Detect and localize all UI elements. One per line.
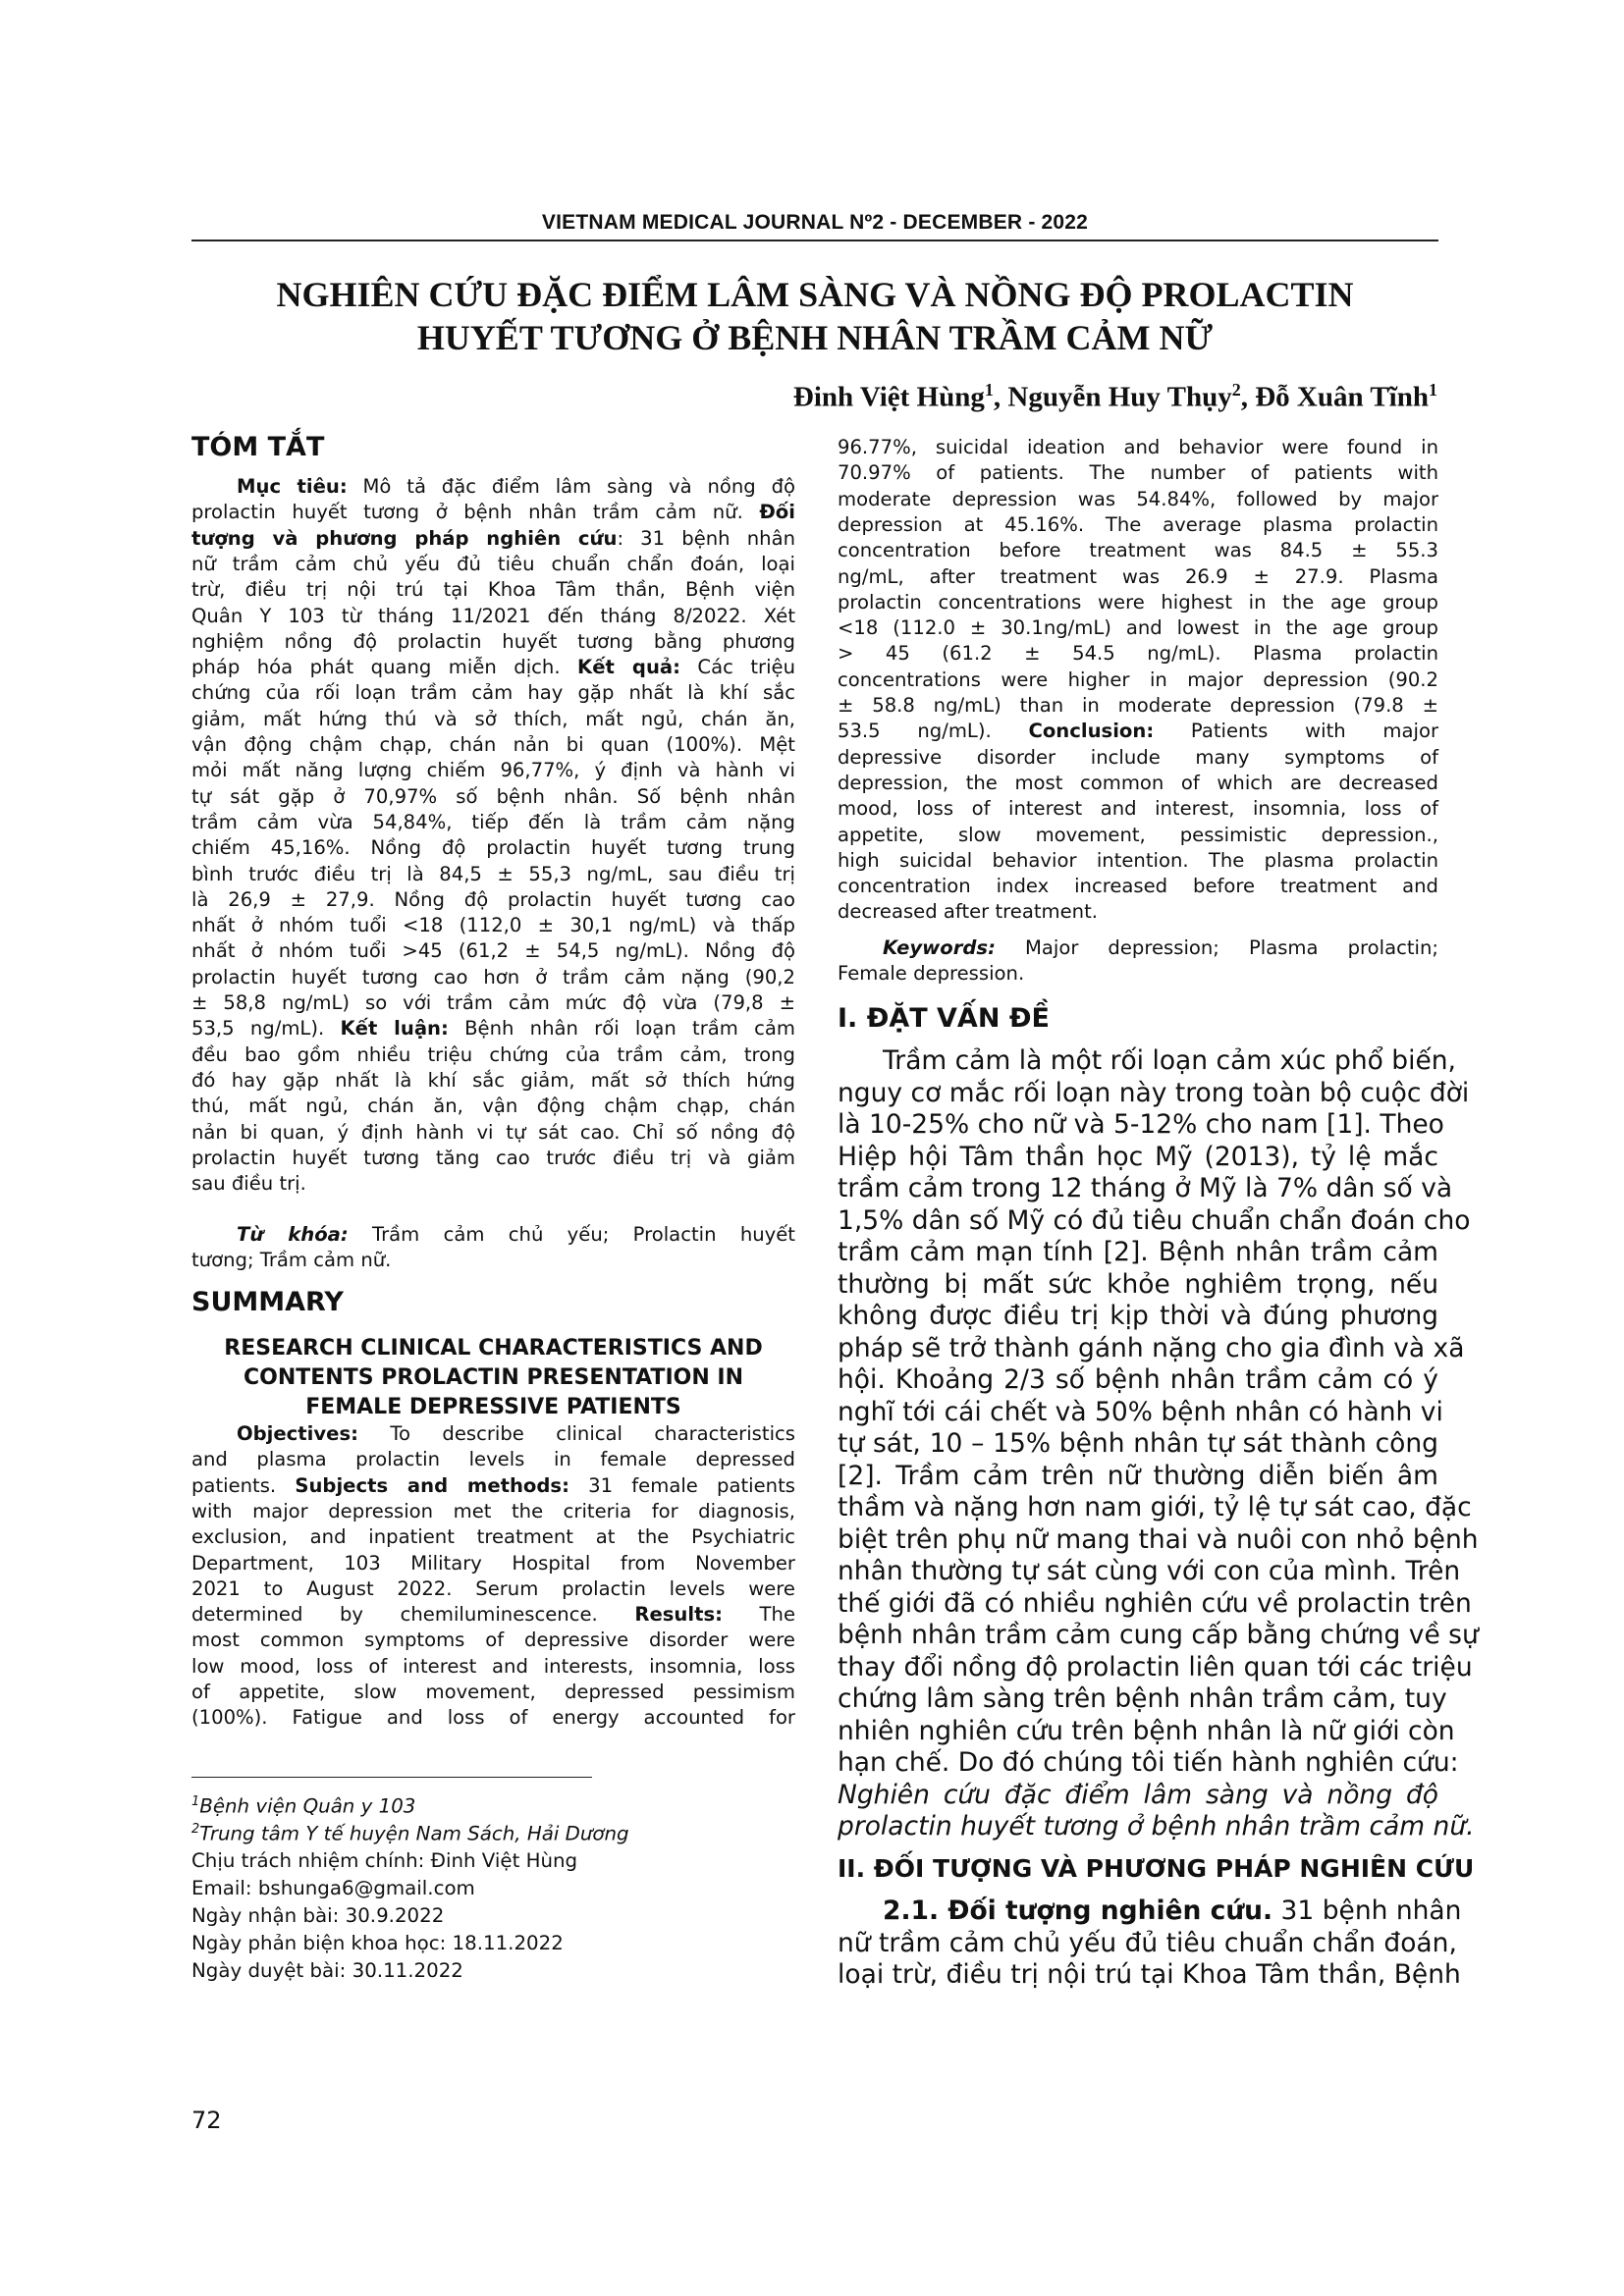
keywords-line [838,935,1438,961]
text-run: : 31 bệnh nhân [617,526,796,550]
text-run: tượng và phương pháp nghiên cứu [191,526,618,550]
text-run: concentration index increased before treatment and [838,875,1438,898]
text-run: thay đổi nồng độ prolactin liên quan tới các triệu [838,1651,1473,1682]
abstract-line [191,965,795,990]
text-run: Subjects and methods: [295,1473,569,1497]
article-title [226,273,1404,359]
summary-line [838,848,1438,874]
text-run: prolactin huyết tương tăng cao trước điều trị và giảm [191,1146,795,1169]
text-run: bệnh nhân trầm cảm cung cấp bằng chứng về sự [838,1620,1479,1650]
text-run: high suicidal behavior intention. The plasma prolactin [838,848,1438,872]
summary-line [191,1576,795,1602]
text-run: nguy cơ mắc rối loạn này trong toàn bộ cuộc đời [838,1077,1470,1108]
abstract-line [191,1171,795,1197]
text-run: Mục tiêu: [237,475,348,498]
text-run: đó hay gặp nhất là khí sắc giảm, mất sở thích hứng [191,1068,795,1092]
running-header: VIETNAM MEDICAL JOURNAL Nº2 - DECEMBER - 2022 [541,211,1089,234]
footnote-text: Email: bshunga6@gmail.com [191,1877,475,1899]
abstract-line [191,938,795,964]
abstract-line [191,835,795,861]
footnote-text: Trung tâm Y tế huyện Nam Sách, Hải Dương [199,1822,629,1845]
text-run: Đối [759,501,795,524]
abstract-line [191,1068,795,1094]
summary-line [838,435,1438,460]
intro-line [838,1141,1438,1172]
text-run: Mô tả đặc điểm lâm sàng và nồng độ [347,475,796,498]
abstract-line [191,913,795,938]
text-run: Female depression. [838,962,1025,986]
summary-title-line: RESEARCH CLINICAL CHARACTERISTICS AND [224,1336,763,1361]
text-run: tương; Trầm cảm nữ. [191,1249,392,1272]
text-run: trừ, điều trị nội trú tại Khoa Tâm thần, Bệnh viện [191,578,795,602]
abstract-line [191,1094,795,1119]
text-run: nhiên nghiên cứu trên bệnh nhân là nữ giới còn [838,1715,1455,1746]
text-run: trầm cảm trong 12 tháng ở Mỹ là 7% dân số và [838,1173,1453,1203]
text-run: nhất ở nhóm tuổi <18 (112,0 ± 30,1 ng/mL) và thấp [191,914,795,937]
footnote-line [191,1849,577,1872]
intro-line [838,1747,1459,1778]
intro-line [838,1364,1438,1395]
methods-heading: II. ĐỐI TƯỢNG VÀ PHƯƠNG PHÁP NGHIÊN CỨU [838,1854,1475,1883]
text-run: đều bao gồm nhiều triệu chứng của trầm cảm, trong [191,1042,795,1066]
summary-line [838,538,1438,563]
text-run: ng/mL, after treatment was 26.9 ± 27.9. Plasma [838,564,1438,588]
abstract-heading: TÓM TẮT [191,432,325,462]
text-run: prolactin huyết tương ở bệnh nhân trầm cảm nữ. [838,1811,1475,1842]
author-list [793,380,1437,414]
abstract-line [191,1016,795,1041]
text-run: 31 bệnh nhân [1272,1896,1462,1926]
text-run: nữ trầm cảm chủ yếu đủ tiêu chuẩn chẩn đoán, [838,1927,1457,1958]
intro-line [838,1045,1456,1076]
text-run: patients. [191,1473,296,1497]
keywords-line [838,961,1438,987]
text-run: nhân thường tự sát cùng với con của mình. Trên [838,1556,1461,1586]
text-run: most common symptoms of depressive disorder were [191,1629,795,1652]
title-line-2: HUYẾT TƯƠNG Ở BỆNH NHÂN TRẦM CẢM NỮ [416,318,1214,357]
text-run: 1,5% dân số Mỹ có đủ tiêu chuẩn chẩn đoán cho [838,1204,1471,1236]
text-run: là 26,9 ± 27,9. Nồng độ prolactin huyết tương cao [191,887,795,911]
abstract-line [191,707,795,732]
summary-line [838,615,1438,641]
affiliation-mark: 2 [1231,380,1241,400]
abstract-line [191,810,795,835]
text-run: thú, mất ngủ, chán ăn, vận động chậm chạp, chán [191,1095,795,1118]
text-run: > 45 (61.2 ± 54.5 ng/mL). Plasma prolactin [838,642,1438,666]
text-run: To describe clinical characteristics [357,1422,795,1445]
text-run: sau điều trị. [191,1172,306,1196]
intro-line [838,1077,1470,1108]
text-run: tự sát, 10 – 15% bệnh nhân tự sát thành công [838,1428,1438,1459]
text-run: determined by chemiluminescence. [191,1603,635,1627]
author-separator: , [993,381,1008,413]
summary-line [191,1447,795,1472]
intro-line [838,1683,1447,1714]
footnote-line [191,1904,444,1927]
abstract-line [191,655,795,680]
text-run: vận động chậm chạp, chán nản bi quan (100%). Mệt [191,733,795,756]
text-run: nản bi quan, ý định hành vi tự sát cao. Chỉ số nồng độ [191,1120,795,1144]
intro-line [838,1492,1472,1522]
footnote-line [191,1932,564,1954]
intro-line [838,1428,1438,1459]
intro-line [838,1268,1438,1300]
text-run: Nghiên cứu đặc điểm lâm sàng và nồng độ [838,1779,1438,1810]
text-run: depression at 45.16%. The average plasma prolactin [838,512,1438,536]
summary-line [838,487,1438,512]
text-run: mood, loss of interest and interest, insomnia, loss of [838,797,1438,821]
text-run: thường bị mất sức khỏe nghiêm trọng, nếu [838,1268,1438,1300]
text-run: depression, the most common of which are decreased [838,771,1438,794]
text-run: mỏi mất năng lượng chiếm 96,77%, ý định và hành vi [191,759,795,782]
text-run: là 10-25% cho nữ và 5-12% cho nam [1]. Theo [838,1109,1444,1140]
summary-title-line: FEMALE DEPRESSIVE PATIENTS [305,1395,681,1419]
intro-line [838,1587,1472,1619]
summary-line [838,641,1438,667]
abstract-line [191,629,795,655]
text-run: Major depression; Plasma prolactin; [995,936,1438,959]
text-run: Bệnh nhân rối loạn trầm cảm [448,1017,795,1041]
intro-line [838,1715,1455,1746]
intro-line [838,1523,1479,1555]
abstract-line [191,887,795,913]
text-run: thầm và nặng hơn nam giới, tỷ lệ tự sát cao, đặc [838,1492,1472,1522]
text-run: pháp hóa phát quang miễn dịch. [191,656,578,679]
abstract-line [191,604,795,629]
text-run: chiếm 45,16%. Nồng độ prolactin huyết tương trung [191,836,795,860]
text-run: loại trừ, điều trị nội trú tại Khoa Tâm thần, Bệnh [838,1959,1461,1990]
summary-line [838,693,1438,719]
text-run: chứng lâm sàng trên bệnh nhân trầm cảm, tuy [838,1683,1447,1714]
text-run: không được điều trị kịp thời và đúng phương [838,1301,1438,1331]
text-run: Các triệu [679,656,795,679]
intro-line [838,1332,1465,1363]
summary-line [838,899,1438,925]
text-run: thế giới đã có nhiều nghiên cứu về prolactin trên [838,1587,1472,1619]
text-run: Kết luận: [340,1017,449,1041]
footnote-text: Chịu trách nhiệm chính: Đinh Việt Hùng [191,1849,578,1872]
text-run: Kết quả: [577,656,680,679]
text-run: 53,5 ng/mL). [191,1017,341,1041]
text-run: nữ trầm cảm chủ yếu đủ tiêu chuẩn chẩn đoán, loại [191,552,795,575]
text-run: Keywords: [883,936,996,959]
footnote-mark: 2 [191,1822,200,1837]
abstract-line [191,758,795,783]
page-number: 72 [191,2107,222,2134]
header-rule [191,240,1438,241]
footnote-line [191,1794,415,1818]
text-run: 2021 to August 2022. Serum prolactin levels were [191,1576,795,1600]
text-run: nghĩ tới cái chết và 50% bệnh nhân có hành vi [838,1396,1443,1427]
text-run: prolactin huyết tương cao hơn ở trầm cảm nặng (90,2 [191,965,795,988]
summary-line [838,667,1438,693]
text-run: Patients with major [1154,720,1438,743]
intro-line [838,1173,1453,1203]
text-run: hạn chế. Do đó chúng tôi tiến hành nghiên cứu: [838,1747,1459,1778]
text-run: Objectives: [237,1422,358,1445]
summary-line [838,512,1438,538]
abstract-line [191,1042,795,1068]
intro-line [838,1109,1444,1140]
methods-line [838,1896,1462,1926]
text-run: giảm, mất hứng thú và sở thích, mất ngủ, chán ăn, [191,707,795,730]
abstract-line [191,862,795,887]
text-run: prolactin concentrations were highest in the age group [838,590,1438,614]
footnote-rule [191,1777,592,1778]
text-run: nghiệm nồng độ prolactin huyết tương bằng phương [191,629,795,653]
text-run: trầm cảm vừa 54,84%, tiếp đến là trầm cảm nặng [191,810,795,833]
summary-line [838,564,1438,590]
text-run: trầm cảm mạn tính [2]. Bệnh nhân trầm cảm [838,1237,1438,1267]
text-run: biệt trên phụ nữ mang thai và nuôi con nhỏ bệnh [838,1523,1479,1555]
footnote-line [191,1959,463,1982]
text-run: 96.77%, suicidal ideation and behavior were found in [838,436,1438,458]
summary-line [191,1421,795,1447]
intro-line [838,1204,1471,1236]
text-run: (100%). Fatigue and loss of energy accounted for [191,1706,795,1730]
summary-line [191,1602,795,1628]
text-run: appetite, slow movement, pessimistic depression., [838,823,1438,846]
text-run: tự sát gặp ở 70,97% số bệnh nhân. Số bệnh nhân [191,784,795,808]
author-name: Đinh Việt Hùng [792,381,985,413]
text-run: nhất ở nhóm tuổi >45 (61,2 ± 54,5 ng/mL). Nồng độ [191,939,795,963]
text-run: chứng của rối loạn trầm cảm hay gặp nhất là khí sắc [191,681,795,705]
intro-line [838,1396,1443,1427]
text-run: bình trước điều trị là 84,5 ± 55,3 ng/mL, sau điều trị [191,862,795,885]
footnote-mark: 1 [191,1794,200,1809]
text-run: Department, 103 Military Hospital from November [191,1551,795,1575]
text-run: ± 58,8 ng/mL) so với trầm cảm mức độ vừa (79,8 ± [191,991,795,1014]
intro-line [838,1301,1438,1331]
text-run: <18 (112.0 ± 30.1ng/mL) and lowest in the age group [838,616,1438,640]
text-run: Conclusion: [1028,720,1155,743]
abstract-line [191,500,795,525]
text-run: Trầm cảm chủ yếu; Prolactin huyết [348,1223,795,1246]
text-run: with major depression met the criteria for diagnosis, [191,1499,795,1522]
intro-line [838,1651,1473,1682]
methods-line [838,1927,1457,1958]
summary-line [838,771,1438,796]
title-line-1: NGHIÊN CỨU ĐẶC ĐIỂM LÂM SÀNG VÀ NỒNG ĐỘ PROLACTIN [276,275,1354,314]
keywords-line [191,1222,795,1248]
summary-line [191,1524,795,1550]
intro-line [838,1779,1438,1810]
intro-line [838,1237,1438,1267]
footnote-text: Ngày nhận bài: 30.9.2022 [191,1904,445,1927]
text-run: prolactin huyết tương ở bệnh nhân trầm cảm nữ. [191,501,760,524]
summary-line [191,1654,795,1680]
intro-line [838,1811,1475,1842]
summary-heading: SUMMARY [191,1287,344,1317]
intro-line [838,1556,1461,1586]
abstract-line [191,784,795,810]
text-run: Results: [634,1603,723,1627]
summary-line [838,460,1438,486]
abstract-line [191,732,795,758]
text-run: low mood, loss of interest and interests, insomnia, loss [191,1654,795,1678]
abstract-line [191,1146,795,1171]
abstract-line [191,990,795,1016]
text-run: ± 58.8 ng/mL) than in moderate depression (79.8 ± [838,694,1438,717]
text-run: Quân Y 103 từ tháng 11/2021 đến tháng 8/2022. Xét [191,604,795,627]
text-run: concentrations were higher in major depression (90.2 [838,667,1438,691]
summary-line [191,1473,795,1499]
summary-line [191,1680,795,1705]
text-run: Hiệp hội Tâm thần học Mỹ (2013), tỷ lệ mắc [838,1141,1438,1172]
summary-line [191,1551,795,1576]
text-run: and plasma prolactin levels in female depressed [191,1448,795,1471]
affiliation-mark: 1 [1429,380,1437,400]
summary-line [838,590,1438,615]
keywords-line [191,1248,795,1273]
abstract-line [191,526,795,552]
summary-line [191,1499,795,1524]
methods-line [838,1959,1461,1990]
intro-line [838,1620,1479,1650]
summary-line [838,874,1438,899]
summary-line [838,745,1438,771]
text-run: concentration before treatment was 84.5 ± 55.3 [838,539,1438,562]
summary-title-line: CONTENTS PROLACTIN PRESENTATION IN [244,1365,743,1390]
summary-line [838,823,1438,848]
footnote-text: Ngày phản biện khoa học: 18.11.2022 [191,1932,564,1954]
abstract-line [191,474,795,500]
footnote-line [191,1877,475,1899]
author-name: Nguyễn Huy Thụy [1007,381,1232,413]
text-run: Trầm cảm là một rối loạn cảm xúc phổ biến, [883,1045,1456,1076]
text-run: hội. Khoảng 2/3 số bệnh nhân trầm cảm có ý [838,1364,1438,1395]
author-separator: , [1240,381,1256,413]
text-run: 2.1. Đối tượng nghiên cứu. [883,1896,1273,1926]
summary-line [191,1705,795,1731]
summary-line [838,796,1438,822]
intro-heading: I. ĐẶT VẤN ĐỀ [838,1003,1050,1034]
text-run: pháp sẽ trở thành gánh nặng cho gia đình và xã [838,1332,1465,1363]
affiliation-mark: 1 [984,380,994,400]
abstract-line [191,1120,795,1146]
abstract-line [191,577,795,603]
text-run: The [722,1603,795,1627]
text-run: decreased after treatment. [838,900,1098,924]
text-run: moderate depression was 54.84%, followed by major [838,487,1438,510]
text-run: 70.97% of patients. The number of patients with [838,461,1438,485]
text-run: 53.5 ng/mL). [838,720,1029,743]
text-run: [2]. Trầm cảm trên nữ thường diễn biến âm [838,1460,1438,1491]
text-run: 31 female patients [568,1473,795,1497]
abstract-line [191,680,795,706]
text-run: Từ khóa: [237,1223,349,1246]
footnote-text: Bệnh viện Quân y 103 [199,1794,416,1818]
summary-line [191,1628,795,1653]
text-run: exclusion, and inpatient treatment at the Psychiatric [191,1525,795,1549]
abstract-line [191,552,795,577]
intro-line [838,1460,1438,1491]
text-run: of appetite, slow movement, depressed pessimism [191,1681,795,1703]
summary-line [838,719,1438,744]
footnote-line [191,1822,629,1845]
text-run: depressive disorder include many symptoms of [838,745,1438,769]
footnote-text: Ngày duyệt bài: 30.11.2022 [191,1959,463,1982]
author-name: Đỗ Xuân Tĩnh [1255,381,1429,413]
